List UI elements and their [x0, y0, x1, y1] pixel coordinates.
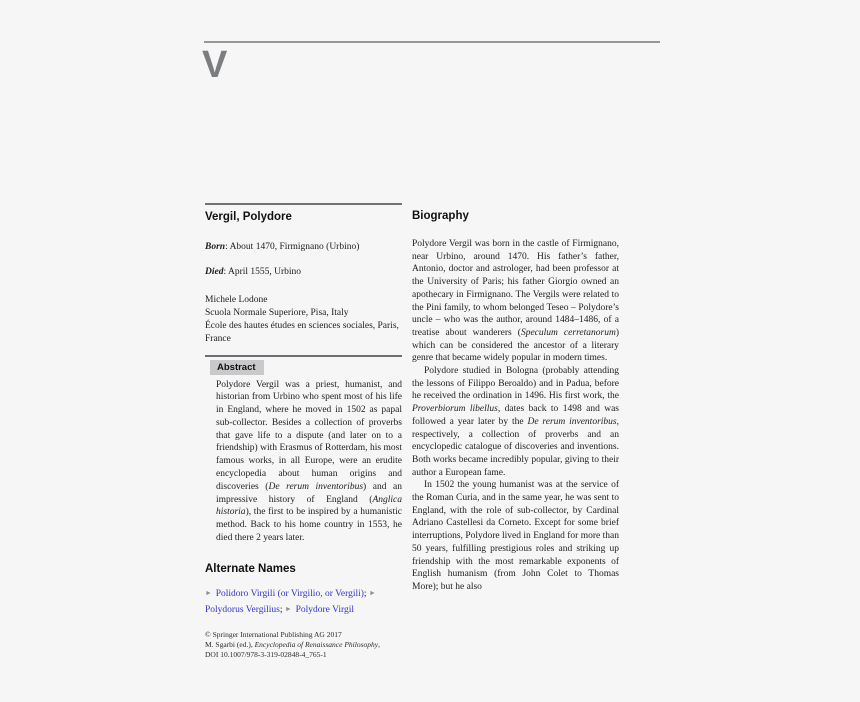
entry-title: Vergil, Polydore — [205, 211, 292, 223]
section-divider-rule — [204, 41, 660, 43]
born-line: Born: About 1470, Firmignano (Urbino) — [205, 242, 360, 252]
biography-paragraph: In 1502 the young humanist was at the service of the Roman Curia, and in the same year, he was sent to England, with the role of sub-collector, by Cardinal Adriano Castellesi da Corneto. Except for some brief interruptions, Polydore lived in England for more than 50 years, fulfilling prestigious roles and striking up friendship with the most remarkable exponents of English humanism (from John Colet to Thomas More); but he also — [412, 480, 619, 592]
alternate-names-section — [205, 563, 405, 618]
biography-paragraph: Polydore studied in Bologna (probably attending the lessons of Filippo Beroaldo) and in Padua, before he received the ordination in 1496. His first work, the Proverbiorum libellus, dates back to 1498 and was followed a year later by the De rerum inventoribus, respectively, a collection of proverbs and an encyclopedic catalogue of discoveries and inventions. Both works became incredibly popular, giving to their author a European fame. — [412, 366, 619, 478]
biography-body — [412, 238, 619, 594]
abstract-heading: Abstract — [210, 360, 264, 375]
cross-reference-arrow-icon: ► — [284, 605, 296, 613]
alternate-names-heading: Alternate Names — [205, 563, 296, 575]
section-letter: V — [202, 44, 228, 86]
abstract-divider-rule — [205, 355, 402, 357]
alternate-name-link[interactable]: Polydorus Vergilius — [205, 605, 280, 615]
page-footer — [205, 630, 420, 660]
entry-divider-rule — [205, 203, 402, 205]
left-column — [205, 203, 402, 346]
author-block — [205, 294, 402, 346]
alternate-names-links: ► Polidoro Virgili (or Virgilio, or Vergili); ► Polydorus Vergilius; ► Polydore Virgil — [205, 589, 377, 615]
footer-doi: DOI 10.1007/978-3-319-02848-4_765-1 — [205, 650, 327, 659]
footer-copyright: © Springer International Publishing AG 2017 — [205, 630, 342, 639]
abstract-text: Polydore Vergil was a priest, humanist, and historian from Urbino who spent most of his life in England, where he moved in 1502 as papal sub-collector. Besides a collection of proverbs that gave life to a dispute (and later on to a friendship) with Erasmus of Rotterdam, his most famous works, in all Europe, were an erudite encyclopedia about human origins and discoveries (De rerum inventoribus) and an impressive history of England (Anglica historia), the first to be inspired by a humanistic method. Back to his home country in 1553, he died there 2 years later. — [216, 379, 402, 544]
biography-paragraph: Polydore Vergil was born in the castle of Firmignano, near Urbino, around 1470. His father’s father, Antonio, doctor and astrologer, had been professor at the University of Paris; his father Giorgio owned an apothecary in Firmignano. The Vergils were related to the Pini family, to whom belonged Teseo – Polydore’s uncle – who was the author, around 1484–1486, of a treatise about wanderers (Speculum cerretanorum) which can be considered the ancestor of a literary genre that became widely popular in modern times. — [412, 239, 619, 364]
died-line: Died: April 1555, Urbino — [205, 267, 302, 277]
cross-reference-arrow-icon: ► — [368, 589, 377, 597]
alternate-name-link[interactable]: Polidoro Virgili (or Virgilio, or Vergili) — [215, 589, 364, 599]
author-name: Michele Lodone — [205, 295, 268, 305]
author-affiliation-2: École des hautes études en sciences sociales, Paris, France — [205, 321, 399, 344]
right-column — [412, 210, 619, 594]
cross-reference-arrow-icon: ► — [205, 589, 216, 597]
alternate-name-link[interactable]: Polydore Virgil — [295, 605, 355, 615]
biography-heading: Biography — [412, 210, 469, 222]
author-affiliation-1: Scuola Normale Superiore, Pisa, Italy — [205, 308, 349, 318]
abstract-section — [205, 355, 402, 545]
footer-citation: M. Sgarbi (ed.), Encyclopedia of Renaissance Philosophy, — [205, 640, 380, 649]
